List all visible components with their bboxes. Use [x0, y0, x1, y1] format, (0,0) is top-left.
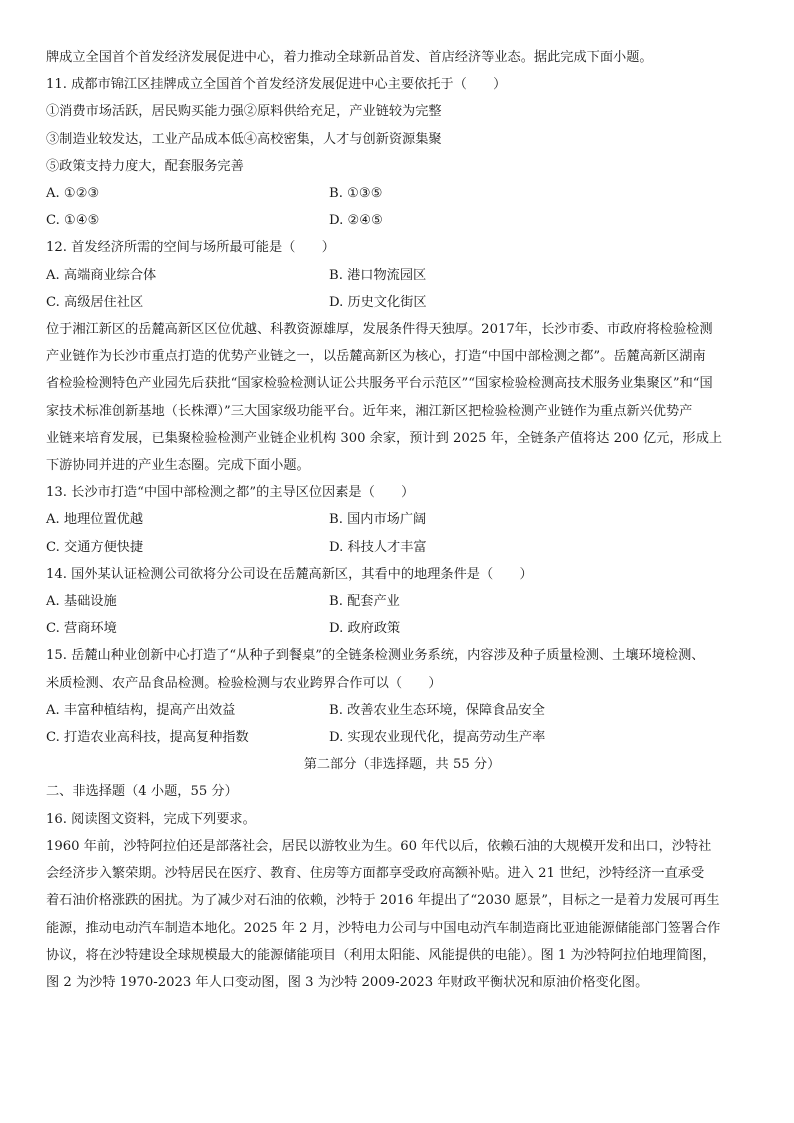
passage-line: 1960 年前，沙特阿拉伯还是部落社会，居民以游牧业为生。60 年代以后，依赖石油的大规模开发和出口，沙特社 [46, 838, 712, 854]
passage-line: 会经济步入繁荣期。沙特居民在医疗、教育、住房等方面都享受政府高额补贴。进入 21 世纪，沙特经济一直承受 [46, 866, 705, 882]
statement-line: ①消费市场活跃，居民购买能力强②原料供给充足，产业链较为完整 [46, 104, 442, 120]
part-two-title: 第二部分（非选择题，共 55 分） [303, 757, 501, 773]
option-b[interactable]: B. ①③⑤ [329, 186, 383, 202]
question-11 [46, 71, 758, 234]
question-13 [46, 479, 758, 561]
question-stem: 15. 岳麓山种业创新中心打造了“从种子到餐桌”的全链条检测业务系统，内容涉及种子质量检测、土壤环境检测、 [46, 648, 705, 664]
passage-line: 省检验检测特色产业园先后获批“国家检验检测认证公共服务平台示范区”“国家检验检测高技术服务业集聚区”和“国 [46, 376, 713, 392]
question-14 [46, 561, 758, 643]
question-stem: 米质检测、农产品食品检测。检验检测与农业跨界合作可以（ ） [46, 675, 442, 691]
passage-line: 产业链作为长沙市重点打造的优势产业链之一，以岳麓高新区为核心，打造“中国中部检测之都”。岳麓高新区湖南 [46, 349, 706, 365]
option-d[interactable]: D. 历史文化街区 [329, 294, 427, 310]
passage-line: 协议，将在沙特建设全球规模最大的能源储能项目（利用太阳能、风能提供的电能）。图 1 为沙特阿拉伯地理简图， [46, 947, 716, 963]
option-c[interactable]: C. 打造农业高科技，提高复种指数 [46, 730, 249, 746]
option-b[interactable]: B. 改善农业生态环境，保障食品安全 [329, 702, 545, 718]
statement-line: ⑤政策支持力度大，配套服务完善 [46, 158, 244, 174]
passage-line: 业链来培育发展，已集聚检验检测产业链企业机构 300 余家，预计到 2025 年，全链条产值将达 200 亿元，形成上 [46, 430, 723, 446]
option-a[interactable]: A. 丰富种植结构，提高产出效益 [46, 702, 236, 718]
question-stem: 13. 长沙市打造“中国中部检测之都”的主导区位因素是（ ） [46, 485, 415, 501]
question-stem: 16. 阅读图文资料，完成下列要求。 [46, 811, 256, 827]
passage-line: 能源，推动电动汽车制造本地化。2025 年 2 月，沙特电力公司与中国电动汽车制造商比亚迪能源储能部门签署合作 [46, 920, 721, 936]
exam-page [46, 44, 758, 996]
option-b[interactable]: B. 配套产业 [329, 594, 400, 610]
option-d[interactable]: D. 实现农业现代化，提高劳动生产率 [329, 730, 546, 746]
option-c[interactable]: C. ①④⑤ [46, 213, 100, 229]
question-stem: 12. 首发经济所需的空间与场所最可能是（ ） [46, 240, 335, 256]
question-12 [46, 234, 758, 316]
section-two-title: 二、非选择题（4 小题，55 分） [46, 784, 238, 800]
option-d[interactable]: D. 科技人才丰富 [329, 539, 427, 555]
question-stem: 11. 成都市锦江区挂牌成立全国首个首发经济发展促进中心主要依托于（ ） [46, 77, 507, 93]
option-c[interactable]: C. 营商环境 [46, 621, 117, 637]
intro-text: 牌成立全国首个首发经济发展促进中心，着力推动全球新品首发、首店经济等业态。据此完成下面小题。 [46, 50, 653, 65]
option-d[interactable]: D. ②④⑤ [329, 213, 383, 229]
passage-line: 家技术标准创新基地（长株潭）”三大国家级功能平台。近年来，湘江新区把检验检测产业链作为重点新兴优势产 [46, 403, 693, 419]
passage-line: 位于湘江新区的岳麓高新区区位优越、科教资源雄厚，发展条件得天独厚。2017年，长沙市委、市政府将检验检测 [46, 322, 713, 338]
passage-line: 着石油价格涨跌的困扰。为了减少对石油的依赖，沙特于 2016 年提出了“2030 愿景”，目标之一是着力发展可再生 [46, 893, 720, 909]
option-a[interactable]: A. ①②③ [46, 186, 100, 202]
question-16 [46, 806, 758, 996]
option-b[interactable]: B. 国内市场广阔 [329, 512, 427, 528]
passage-line: 下游协同并进的产业生态圈。完成下面小题。 [46, 458, 310, 474]
option-b[interactable]: B. 港口物流园区 [329, 267, 427, 283]
question-stem: 14. 国外某认证检测公司欲将分公司设在岳麓高新区，其看中的地理条件是（ ） [46, 566, 533, 582]
passage-line: 图 2 为沙特 1970-2023 年人口变动图，图 3 为沙特 2009-2023 年财政平衡状况和原油价格变化图。 [46, 974, 649, 990]
option-a[interactable]: A. 地理位置优越 [46, 512, 144, 528]
passage-yuelu [46, 316, 758, 479]
option-c[interactable]: C. 高级居住社区 [46, 294, 144, 310]
option-d[interactable]: D. 政府政策 [329, 621, 401, 637]
statement-line: ③制造业较发达，工业产品成本低④高校密集，人才与创新资源集聚 [46, 131, 442, 147]
option-a[interactable]: A. 高端商业综合体 [46, 267, 157, 283]
question-15 [46, 642, 758, 751]
option-c[interactable]: C. 交通方便快捷 [46, 539, 144, 555]
option-a[interactable]: A. 基础设施 [46, 594, 117, 610]
